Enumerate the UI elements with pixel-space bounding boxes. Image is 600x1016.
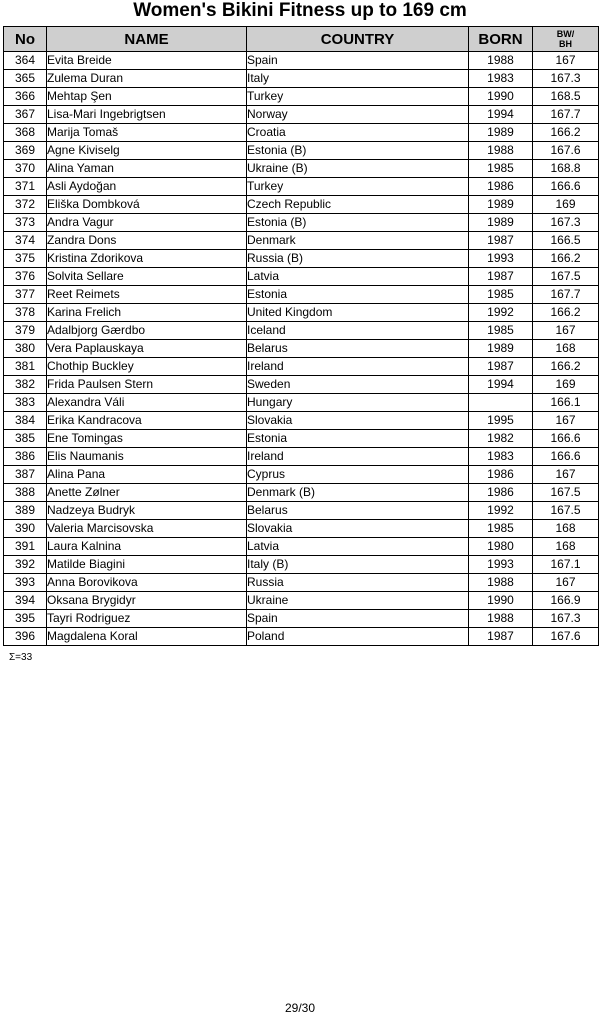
- cell-name: Nadzeya Budryk: [47, 502, 247, 520]
- cell-born: 1986: [469, 484, 533, 502]
- table-row: [4, 448, 599, 466]
- cell-country: Croatia: [247, 124, 469, 142]
- table-row: [4, 52, 599, 70]
- cell-country: Czech Republic: [247, 196, 469, 214]
- cell-country: Latvia: [247, 268, 469, 286]
- cell-born: 1995: [469, 412, 533, 430]
- table-row: [4, 214, 599, 232]
- cell-born: 1993: [469, 556, 533, 574]
- cell-no: 375: [4, 250, 47, 268]
- total-count: Σ=33: [9, 652, 33, 663]
- cell-country: Turkey: [247, 178, 469, 196]
- cell-born: 1986: [469, 178, 533, 196]
- cell-name: Valeria Marcisovska: [47, 520, 247, 538]
- cell-born: 1992: [469, 502, 533, 520]
- cell-country: Russia: [247, 574, 469, 592]
- table-row: [4, 628, 599, 646]
- cell-born: 1983: [469, 70, 533, 88]
- table-row: [4, 304, 599, 322]
- cell-born: 1983: [469, 448, 533, 466]
- cell-name: Adalbjorg Gærdbo: [47, 322, 247, 340]
- cell-name: Oksana Brygidyr: [47, 592, 247, 610]
- cell-name: Anna Borovikova: [47, 574, 247, 592]
- cell-bw-bh: 166.2: [533, 250, 599, 268]
- cell-bw-bh: 167: [533, 52, 599, 70]
- cell-born: 1988: [469, 610, 533, 628]
- table-row: [4, 430, 599, 448]
- cell-bw-bh: 168.5: [533, 88, 599, 106]
- cell-name: Ene Tomingas: [47, 430, 247, 448]
- cell-name: Lisa-Mari Ingebrigtsen: [47, 106, 247, 124]
- cell-bw-bh: 166.6: [533, 448, 599, 466]
- cell-name: Laura Kalnina: [47, 538, 247, 556]
- cell-no: 392: [4, 556, 47, 574]
- cell-no: 369: [4, 142, 47, 160]
- table-row: [4, 340, 599, 358]
- cell-no: 391: [4, 538, 47, 556]
- cell-country: Ireland: [247, 448, 469, 466]
- cell-country: Latvia: [247, 538, 469, 556]
- header-born: BORN: [469, 27, 533, 52]
- cell-bw-bh: 167.5: [533, 268, 599, 286]
- cell-country: Slovakia: [247, 520, 469, 538]
- cell-no: 381: [4, 358, 47, 376]
- cell-country: Iceland: [247, 322, 469, 340]
- table-row: [4, 322, 599, 340]
- cell-name: Evita Breide: [47, 52, 247, 70]
- header-row: [4, 27, 599, 52]
- cell-born: 1986: [469, 466, 533, 484]
- table-row: [4, 286, 599, 304]
- table-row: [4, 70, 599, 88]
- table-row: [4, 502, 599, 520]
- page-title: Women's Bikini Fitness up to 169 cm: [133, 0, 467, 21]
- cell-born: 1989: [469, 214, 533, 232]
- cell-country: Norway: [247, 106, 469, 124]
- cell-bw-bh: 167.6: [533, 628, 599, 646]
- cell-born: 1994: [469, 376, 533, 394]
- cell-name: Mehtap Şen: [47, 88, 247, 106]
- cell-bw-bh: 168: [533, 520, 599, 538]
- header-country: COUNTRY: [247, 27, 469, 52]
- cell-country: Italy (B): [247, 556, 469, 574]
- table-row: [4, 196, 599, 214]
- cell-bw-bh: 166.5: [533, 232, 599, 250]
- cell-country: Hungary: [247, 394, 469, 412]
- cell-country: Belarus: [247, 340, 469, 358]
- table-row: [4, 106, 599, 124]
- cell-no: 390: [4, 520, 47, 538]
- cell-name: Asli Aydoğan: [47, 178, 247, 196]
- table-row: [4, 610, 599, 628]
- cell-bw-bh: 167.7: [533, 106, 599, 124]
- table-row: [4, 88, 599, 106]
- cell-bw-bh: 167.3: [533, 214, 599, 232]
- cell-country: Poland: [247, 628, 469, 646]
- table-row: [4, 592, 599, 610]
- cell-name: Reet Reimets: [47, 286, 247, 304]
- cell-name: Matilde Biagini: [47, 556, 247, 574]
- cell-no: 386: [4, 448, 47, 466]
- cell-bw-bh: 167.5: [533, 484, 599, 502]
- cell-born: 1989: [469, 196, 533, 214]
- cell-no: 382: [4, 376, 47, 394]
- cell-no: 373: [4, 214, 47, 232]
- cell-born: 1989: [469, 124, 533, 142]
- cell-born: 1988: [469, 52, 533, 70]
- cell-born: 1985: [469, 286, 533, 304]
- cell-bw-bh: 167.3: [533, 70, 599, 88]
- header-bw-bh: [533, 27, 599, 52]
- cell-no: 387: [4, 466, 47, 484]
- cell-name: Solvita Sellare: [47, 268, 247, 286]
- cell-no: 371: [4, 178, 47, 196]
- table-row: [4, 268, 599, 286]
- cell-name: Andra Vagur: [47, 214, 247, 232]
- cell-country: Denmark: [247, 232, 469, 250]
- cell-no: 385: [4, 430, 47, 448]
- cell-born: 1992: [469, 304, 533, 322]
- header-no: No: [4, 27, 47, 52]
- cell-name: Vera Paplauskaya: [47, 340, 247, 358]
- cell-country: Slovakia: [247, 412, 469, 430]
- table-row: [4, 466, 599, 484]
- cell-name: Elis Naumanis: [47, 448, 247, 466]
- cell-born: 1987: [469, 232, 533, 250]
- cell-country: Denmark (B): [247, 484, 469, 502]
- cell-no: 372: [4, 196, 47, 214]
- cell-bw-bh: 167: [533, 322, 599, 340]
- cell-name: Chothip Buckley: [47, 358, 247, 376]
- cell-bw-bh: 166.1: [533, 394, 599, 412]
- header-name: NAME: [47, 27, 247, 52]
- cell-born: 1985: [469, 520, 533, 538]
- cell-no: 379: [4, 322, 47, 340]
- cell-bw-bh: 167: [533, 412, 599, 430]
- cell-name: Zandra Dons: [47, 232, 247, 250]
- cell-born: 1990: [469, 592, 533, 610]
- cell-name: Kristina Zdorikova: [47, 250, 247, 268]
- cell-born: 1987: [469, 358, 533, 376]
- table-row: [4, 160, 599, 178]
- table-row: [4, 250, 599, 268]
- cell-bw-bh: 166.6: [533, 430, 599, 448]
- cell-no: 365: [4, 70, 47, 88]
- cell-born: 1989: [469, 340, 533, 358]
- cell-bw-bh: 166.2: [533, 358, 599, 376]
- cell-born: 1982: [469, 430, 533, 448]
- cell-no: 367: [4, 106, 47, 124]
- table-row: [4, 574, 599, 592]
- cell-born: 1994: [469, 106, 533, 124]
- cell-bw-bh: 166.2: [533, 304, 599, 322]
- cell-country: Estonia: [247, 286, 469, 304]
- cell-bw-bh: 167.5: [533, 502, 599, 520]
- cell-country: Italy: [247, 70, 469, 88]
- cell-bw-bh: 167: [533, 574, 599, 592]
- cell-no: 378: [4, 304, 47, 322]
- table-row: [4, 412, 599, 430]
- cell-name: Anette Zølner: [47, 484, 247, 502]
- cell-name: Erika Kandracova: [47, 412, 247, 430]
- cell-bw-bh: 167.3: [533, 610, 599, 628]
- cell-country: Spain: [247, 610, 469, 628]
- cell-country: Estonia (B): [247, 142, 469, 160]
- cell-bw-bh: 169: [533, 376, 599, 394]
- header-bw-bottom: BH: [559, 39, 572, 49]
- cell-born: 1990: [469, 88, 533, 106]
- cell-no: 380: [4, 340, 47, 358]
- competitor-table: [3, 26, 599, 646]
- cell-born: 1988: [469, 142, 533, 160]
- cell-no: 383: [4, 394, 47, 412]
- cell-country: United Kingdom: [247, 304, 469, 322]
- header-bw-top: BW/: [556, 29, 575, 39]
- cell-born: 1987: [469, 268, 533, 286]
- cell-country: Estonia (B): [247, 214, 469, 232]
- table-row: [4, 142, 599, 160]
- page-number: 29/30: [284, 1001, 316, 1015]
- cell-country: Estonia: [247, 430, 469, 448]
- cell-born: 1980: [469, 538, 533, 556]
- cell-born: 1993: [469, 250, 533, 268]
- cell-no: 389: [4, 502, 47, 520]
- cell-born: 1988: [469, 574, 533, 592]
- cell-bw-bh: 168: [533, 538, 599, 556]
- cell-name: Frida Paulsen Stern: [47, 376, 247, 394]
- table-row: [4, 484, 599, 502]
- cell-bw-bh: 167.7: [533, 286, 599, 304]
- cell-name: Zulema Duran: [47, 70, 247, 88]
- cell-name: Tayri Rodriguez: [47, 610, 247, 628]
- cell-bw-bh: 167: [533, 466, 599, 484]
- table-row: [4, 124, 599, 142]
- cell-no: 377: [4, 286, 47, 304]
- cell-bw-bh: 166.6: [533, 178, 599, 196]
- cell-country: Spain: [247, 52, 469, 70]
- cell-born: [469, 394, 533, 412]
- cell-name: Magdalena Koral: [47, 628, 247, 646]
- cell-born: 1985: [469, 160, 533, 178]
- table-row: [4, 358, 599, 376]
- cell-country: Ukraine (B): [247, 160, 469, 178]
- cell-no: 395: [4, 610, 47, 628]
- cell-no: 384: [4, 412, 47, 430]
- cell-country: Cyprus: [247, 466, 469, 484]
- cell-bw-bh: 169: [533, 196, 599, 214]
- cell-country: Sweden: [247, 376, 469, 394]
- cell-no: 370: [4, 160, 47, 178]
- cell-no: 374: [4, 232, 47, 250]
- cell-no: 393: [4, 574, 47, 592]
- cell-no: 376: [4, 268, 47, 286]
- cell-country: Ukraine: [247, 592, 469, 610]
- cell-no: 396: [4, 628, 47, 646]
- table-row: [4, 178, 599, 196]
- table-body: [4, 52, 599, 646]
- cell-name: Alexandra Váli: [47, 394, 247, 412]
- cell-name: Agne Kiviselg: [47, 142, 247, 160]
- table-row: [4, 538, 599, 556]
- cell-bw-bh: 166.2: [533, 124, 599, 142]
- cell-bw-bh: 167.6: [533, 142, 599, 160]
- table-row: [4, 394, 599, 412]
- cell-bw-bh: 168: [533, 340, 599, 358]
- cell-born: 1985: [469, 322, 533, 340]
- cell-no: 394: [4, 592, 47, 610]
- cell-name: Karina Frelich: [47, 304, 247, 322]
- cell-country: Turkey: [247, 88, 469, 106]
- cell-bw-bh: 167.1: [533, 556, 599, 574]
- cell-country: Russia (B): [247, 250, 469, 268]
- cell-bw-bh: 166.9: [533, 592, 599, 610]
- cell-name: Eliška Dombková: [47, 196, 247, 214]
- cell-name: Marija Tomaš: [47, 124, 247, 142]
- table-row: [4, 232, 599, 250]
- cell-no: 388: [4, 484, 47, 502]
- table-row: [4, 520, 599, 538]
- cell-country: Ireland: [247, 358, 469, 376]
- cell-name: Alina Yaman: [47, 160, 247, 178]
- cell-bw-bh: 168.8: [533, 160, 599, 178]
- cell-country: Belarus: [247, 502, 469, 520]
- cell-no: 366: [4, 88, 47, 106]
- cell-name: Alina Pana: [47, 466, 247, 484]
- cell-born: 1987: [469, 628, 533, 646]
- cell-no: 368: [4, 124, 47, 142]
- table-row: [4, 376, 599, 394]
- cell-no: 364: [4, 52, 47, 70]
- table-row: [4, 556, 599, 574]
